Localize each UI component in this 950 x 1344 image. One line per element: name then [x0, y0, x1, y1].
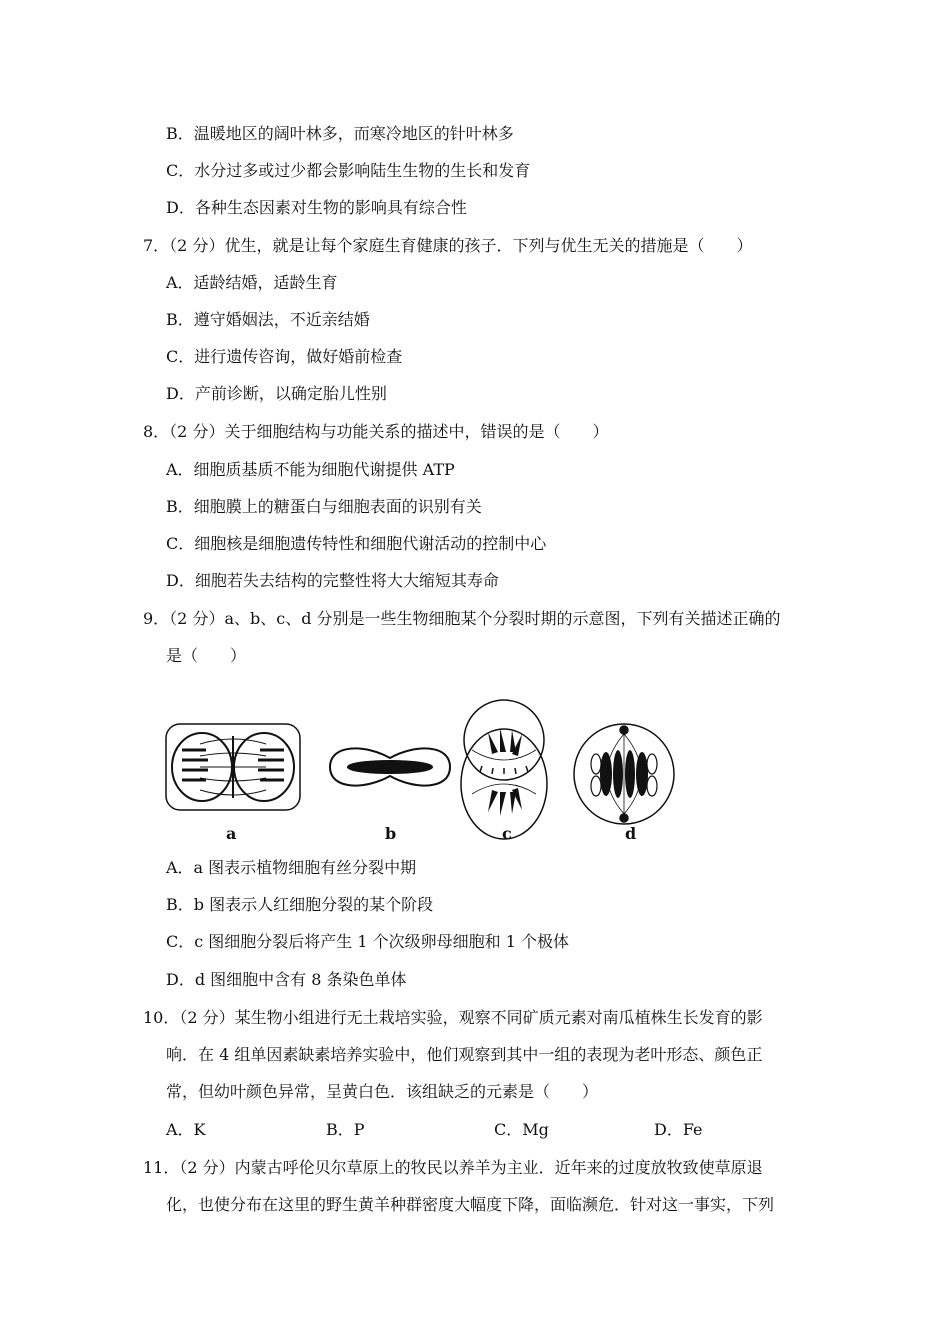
q9-option-c: C．c 图细胞分裂后将产生 1 个次级卵母细胞和 1 个极体	[166, 932, 569, 951]
q11-stem-line2: 化，也使分布在这里的野生黄羊种群密度大幅度下降，面临濒危．针对这一事实，下列	[166, 1195, 775, 1214]
cell-division-figure	[160, 694, 700, 844]
q10-option-c: C．Mg	[494, 1120, 549, 1139]
q7-option-d: D．产前诊断，以确定胎儿性别	[166, 384, 387, 403]
diagram-d	[574, 724, 674, 824]
q9-option-a: A．a 图表示植物细胞有丝分裂中期	[166, 858, 417, 877]
cell-division-diagrams	[160, 694, 700, 844]
q9-stem-line2: 是（ ）	[166, 646, 247, 665]
q10-option-d: D．Fe	[654, 1120, 703, 1139]
q8-option-c: C．细胞核是细胞遗传特性和细胞代谢活动的控制中心	[166, 534, 547, 553]
q9-option-d: D．d 图细胞中含有 8 条染色单体	[166, 970, 407, 989]
q10-option-a: A．K	[166, 1120, 206, 1139]
q10-option-b: B．P	[326, 1120, 365, 1139]
diagram-b	[330, 748, 450, 785]
q9-option-b: B．b 图表示人红细胞分裂的某个阶段	[166, 895, 434, 914]
q10-stem-line2: 响．在 4 组单因素缺素培养实验中，他们观察到其中一组的表现为老叶形态、颜色正	[166, 1045, 763, 1064]
fig-label-a: a	[226, 824, 237, 843]
q10-stem-line3: 常，但幼叶颜色异常，呈黄白色．该组缺乏的元素是（ ）	[166, 1082, 599, 1101]
fig-label-b: b	[385, 824, 397, 843]
q9-stem-line1: 9．（2 分）a、b、c、d 分别是一些生物细胞某个分裂时期的示意图，下列有关描述正确的	[143, 609, 781, 628]
q10-stem-line1: 10．（2 分）某生物小组进行无土栽培实验，观察不同矿质元素对南瓜植株生长发育的影	[143, 1008, 763, 1027]
q7-option-b: B．遵守婚姻法，不近亲结婚	[166, 310, 370, 329]
fig-label-c: c	[502, 824, 512, 843]
q7-option-c: C．进行遗传咨询，做好婚前检查	[166, 347, 403, 366]
q11-stem-line1: 11．（2 分）内蒙古呼伦贝尔草原上的牧民以养羊为主业．近年来的过度放牧致使草原退	[143, 1158, 763, 1177]
prev-option-b: B．温暖地区的阔叶林多，而寒冷地区的针叶林多	[166, 124, 514, 143]
q8-option-d: D．细胞若失去结构的完整性将大大缩短其寿命	[166, 571, 499, 590]
q7-stem: 7．（2 分）优生，就是让每个家庭生育健康的孩子．下列与优生无关的措施是（ ）	[143, 236, 753, 255]
fig-label-d: d	[625, 824, 637, 843]
prev-option-d: D．各种生态因素对生物的影响具有综合性	[166, 198, 467, 217]
q8-option-a: A．细胞质基质不能为细胞代谢提供 ATP	[166, 460, 455, 479]
diagram-c	[461, 700, 547, 839]
q8-option-b: B．细胞膜上的糖蛋白与细胞表面的识别有关	[166, 497, 482, 516]
diagram-a	[166, 724, 300, 810]
q7-option-a: A．适龄结婚，适龄生育	[166, 273, 338, 292]
q8-stem: 8．（2 分）关于细胞结构与功能关系的描述中，错误的是（ ）	[143, 422, 609, 441]
prev-option-c: C．水分过多或过少都会影响陆生生物的生长和发育	[166, 161, 531, 180]
